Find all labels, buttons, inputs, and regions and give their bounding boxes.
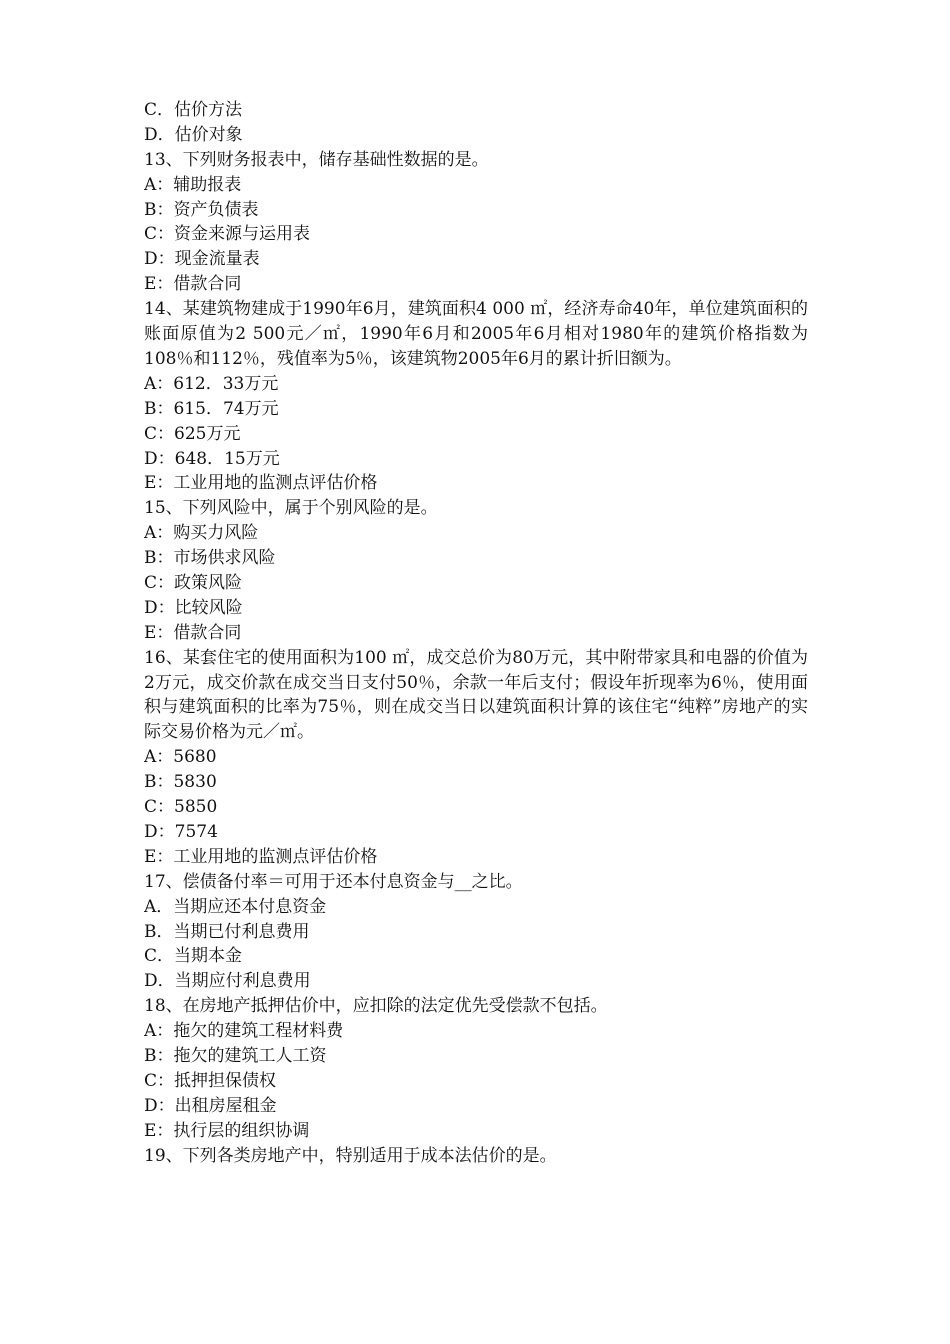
option-line: D：比较风险 [144, 597, 243, 618]
option-line: E：工业用地的监测点评估价格 [144, 473, 378, 494]
question-15: 15、下列风险中，属于个别风险的是。 [144, 498, 438, 519]
option-line: C．估价方法 [144, 100, 243, 120]
option-line: C：政策风险 [144, 572, 243, 593]
option-line: E：执行层的组织协调 [144, 1120, 310, 1141]
document-page [144, 98, 808, 1168]
question-17: 17、偿债备付率＝可用于还本付息资金与__之比。 [144, 871, 523, 892]
option-line: D：648．15万元 [144, 448, 280, 469]
option-line: A：5680 [144, 747, 217, 768]
option-line: C：抵押担保债权 [144, 1070, 277, 1091]
option-line: B．当期已付利息费用 [144, 921, 310, 942]
option-line: A：612．33万元 [144, 373, 279, 394]
question-16: 16、某套住宅的使用面积为100 ㎡，成交总价为80万元，其中附带家具和电器的价值为2万元，成交价款在成交当日支付50％，余款一年后支付；假设年折现率为6％，使用面积与建筑面积的比率为75％，则在成交当日以建筑面积计算的该住宅“纯粹”房地产的实际交易价格为元／㎡。 [144, 647, 808, 743]
option-line: D．估价对象 [144, 124, 243, 145]
option-line: A：拖欠的建筑工程材料费 [144, 1021, 344, 1042]
option-line: B：拖欠的建筑工人工资 [144, 1045, 327, 1066]
option-line: B：资产负债表 [144, 199, 259, 220]
option-line: B：5830 [144, 772, 217, 793]
option-line: A．当期应还本付息资金 [144, 896, 327, 917]
option-line: B：市场供求风险 [144, 548, 276, 569]
option-line: C．当期本金 [144, 946, 243, 967]
question-18: 18、在房地产抵押估价中，应扣除的法定优先受偿款不包括。 [144, 996, 608, 1017]
question-14: 14、某建筑物建成于1990年6月，建筑面积4 000 ㎡，经济寿命40年，单位建筑面积的账面原值为2 500元／㎡，1990年6月和2005年6月相对1980年的建筑价格指数为108％和112％，残值率为5％，该建筑物2005年6月的累计折旧额为。 [144, 299, 808, 369]
option-line: D：7574 [144, 821, 218, 842]
option-line: D：出租房屋租金 [144, 1095, 277, 1116]
option-line: A：辅助报表 [144, 174, 242, 195]
option-line: C：625万元 [144, 423, 241, 444]
option-line: C：5850 [144, 797, 218, 818]
option-line: D．当期应付利息费用 [144, 971, 311, 992]
option-line: A：购买力风险 [144, 523, 259, 544]
option-line: E：借款合同 [144, 274, 242, 295]
option-line: D：现金流量表 [144, 249, 260, 270]
option-line: C：资金来源与运用表 [144, 224, 311, 245]
option-line: E：借款合同 [144, 622, 242, 643]
option-line: B：615．74万元 [144, 398, 279, 419]
question-19: 19、下列各类房地产中，特别适用于成本法估价的是。 [144, 1145, 557, 1166]
question-13: 13、下列财务报表中，储存基础性数据的是。 [144, 149, 489, 170]
option-line: E：工业用地的监测点评估价格 [144, 846, 378, 867]
